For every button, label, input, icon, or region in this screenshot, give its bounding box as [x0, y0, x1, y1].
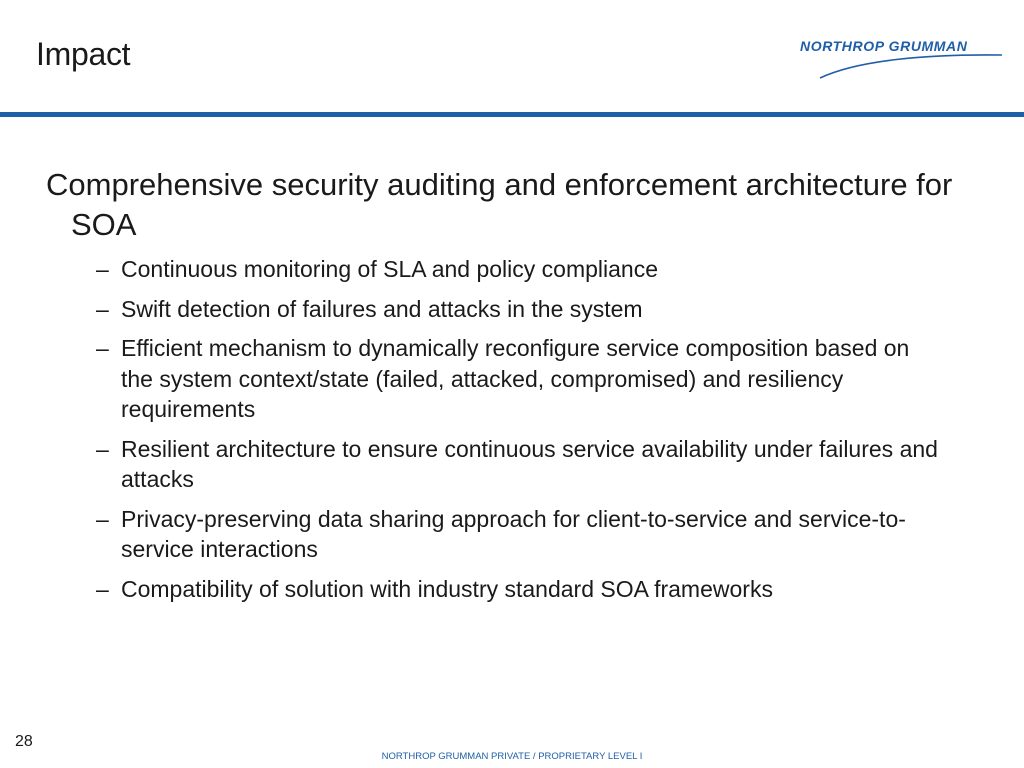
main-heading: Comprehensive security auditing and enforcement architecture for SOA	[46, 167, 953, 242]
list-item	[96, 294, 946, 325]
dash-bullet: –	[96, 575, 109, 602]
page-number: 28	[15, 733, 33, 750]
footer-classification: NORTHROP GRUMMAN PRIVATE / PROPRIETARY LEVEL I	[381, 751, 643, 762]
bullet-text: Continuous monitoring of SLA and policy compliance	[121, 256, 658, 282]
slide-title: Impact	[36, 36, 131, 72]
dash-bullet: –	[96, 435, 109, 462]
bullet-text: Compatibility of solution with industry standard SOA frameworks	[121, 575, 773, 602]
list-item	[96, 574, 946, 605]
list-item	[96, 504, 946, 565]
logo-swoosh-icon	[798, 34, 1004, 84]
logo-wordmark: NORTHROP GRUMMAN	[800, 38, 968, 54]
dash-bullet: –	[96, 505, 109, 532]
bullet-text: Swift detection of failures and attacks in the system	[121, 295, 643, 322]
dash-bullet: –	[96, 295, 109, 322]
list-item	[96, 254, 946, 285]
bullet-text: Efficient mechanism to dynamically reconfigure service composition based on the system context/state (failed, attacked, compromised) and resiliency requirements	[121, 335, 910, 422]
list-item	[96, 333, 946, 425]
header-divider	[0, 112, 1024, 117]
bullet-list	[96, 254, 946, 613]
bullet-text: Resilient architecture to ensure continuous service availability under failures and attacks	[121, 435, 938, 492]
dash-bullet: –	[96, 335, 109, 361]
bullet-text: Privacy-preserving data sharing approach for client-to-service and service-to-service interactions	[121, 505, 906, 562]
dash-bullet: –	[96, 256, 109, 282]
list-item	[96, 434, 946, 495]
northrop-grumman-logo	[798, 34, 1004, 84]
